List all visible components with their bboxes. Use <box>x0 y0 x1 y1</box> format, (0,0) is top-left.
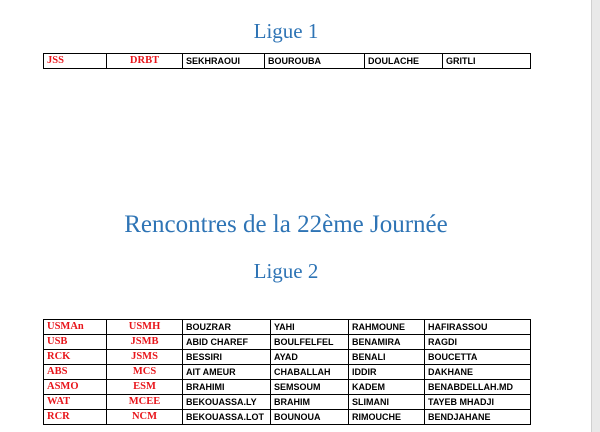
match-row <box>44 320 531 335</box>
home-team-cell: USMAn <box>44 320 107 335</box>
away-team-cell: MCEE <box>107 395 183 410</box>
home-team-cell: RCK <box>44 350 107 365</box>
assistant-1-cell: SEMSOUM <box>271 380 349 395</box>
home-team-cell: ASMO <box>44 380 107 395</box>
home-team-cell: WAT <box>44 395 107 410</box>
away-team-cell: DRBT <box>107 54 183 69</box>
home-team-cell: ABS <box>44 365 107 380</box>
away-team-cell: MCS <box>107 365 183 380</box>
home-team-cell: RCR <box>44 410 107 425</box>
match-row <box>44 365 531 380</box>
home-team-cell: USB <box>44 335 107 350</box>
fourth-official-cell: RAGDI <box>425 335 531 350</box>
ligue1-table <box>43 53 531 69</box>
assistant-1-cell: AYAD <box>271 350 349 365</box>
fourth-official-cell: BENABDELLAH.MD <box>425 380 531 395</box>
ligue1-title: Ligue 1 <box>253 19 319 43</box>
assistant-2-cell: IDDIR <box>349 365 425 380</box>
assistant-2-cell: KADEM <box>349 380 425 395</box>
fourth-official-cell: TAYEB MHADJI <box>425 395 531 410</box>
away-team-cell: JSMS <box>107 350 183 365</box>
away-team-cell: USMH <box>107 320 183 335</box>
referee-cell: BOUZRAR <box>183 320 271 335</box>
assistant-2-cell: RIMOUCHE <box>349 410 425 425</box>
ligue2-table <box>43 319 531 425</box>
assistant-2-cell: DOULACHE <box>365 54 443 69</box>
away-team-cell: NCM <box>107 410 183 425</box>
assistant-2-cell: BENALI <box>349 350 425 365</box>
away-team-cell: ESM <box>107 380 183 395</box>
match-row <box>44 395 531 410</box>
referee-cell: BRAHIMI <box>183 380 271 395</box>
referee-cell: BEKOUASSA.LY <box>183 395 271 410</box>
match-row <box>44 350 531 365</box>
fourth-official-cell: DAKHANE <box>425 365 531 380</box>
assistant-2-cell: BENAMIRA <box>349 335 425 350</box>
away-team-cell: JSMB <box>107 335 183 350</box>
referee-cell: ABID CHAREF <box>183 335 271 350</box>
ligue2-rows <box>44 320 531 425</box>
fourth-official-cell: BOUCETTA <box>425 350 531 365</box>
match-row <box>44 54 531 69</box>
assistant-1-cell: YAHI <box>271 320 349 335</box>
match-row <box>44 335 531 350</box>
ligue1-rows <box>44 54 531 69</box>
assistant-2-cell: RAHMOUNE <box>349 320 425 335</box>
window-edge <box>591 0 600 432</box>
fourth-official-cell: BENDJAHANE <box>425 410 531 425</box>
ligue2-title: Ligue 2 <box>253 259 319 283</box>
assistant-1-cell: BOUROUBA <box>265 54 365 69</box>
referee-cell: SEKHRAOUI <box>183 54 265 69</box>
section-title: Rencontres de la 22ème Journée <box>124 211 448 238</box>
assistant-1-cell: CHABALLAH <box>271 365 349 380</box>
home-team-cell: JSS <box>44 54 107 69</box>
assistant-1-cell: BOULFELFEL <box>271 335 349 350</box>
referee-cell: BEKOUASSA.LOT <box>183 410 271 425</box>
fourth-official-cell: HAFIRASSOU <box>425 320 531 335</box>
fourth-official-cell: GRITLI <box>443 54 531 69</box>
assistant-2-cell: SLIMANI <box>349 395 425 410</box>
assistant-1-cell: BRAHIM <box>271 395 349 410</box>
match-row <box>44 380 531 395</box>
match-row <box>44 410 531 425</box>
assistant-1-cell: BOUNOUA <box>271 410 349 425</box>
referee-cell: BESSIRI <box>183 350 271 365</box>
referee-cell: AIT AMEUR <box>183 365 271 380</box>
